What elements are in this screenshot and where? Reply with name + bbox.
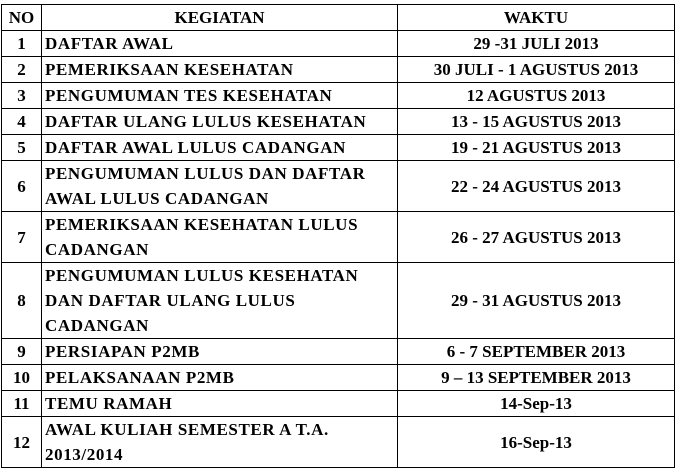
row-no: 6 (2, 161, 42, 212)
row-no: 4 (2, 109, 42, 135)
row-kegiatan: PEMERIKSAAN KESEHATAN (42, 57, 398, 83)
table-row (2, 212, 675, 263)
row-waktu: 16-Sep-13 (398, 417, 675, 468)
header-row (2, 5, 675, 31)
row-waktu: 26 - 27 AGUSTUS 2013 (398, 212, 675, 263)
table-row (2, 57, 675, 83)
row-waktu: 6 - 7 SEPTEMBER 2013 (398, 339, 675, 365)
row-no: 11 (2, 391, 42, 417)
row-kegiatan: DAFTAR AWAL LULUS CADANGAN (42, 135, 398, 161)
table-row (2, 263, 675, 339)
row-kegiatan: PENGUMUMAN TES KESEHATAN (42, 83, 398, 109)
table-row (2, 31, 675, 57)
row-waktu: 12 AGUSTUS 2013 (398, 83, 675, 109)
row-kegiatan: PENGUMUMAN LULUS KESEHATAN DAN DAFTAR ULANG LULUS CADANGAN (42, 263, 398, 339)
table-row (2, 109, 675, 135)
header-waktu: WAKTU (398, 5, 675, 31)
row-kegiatan: PEMERIKSAAN KESEHATAN LULUS CADANGAN (42, 212, 398, 263)
row-waktu: 30 JULI - 1 AGUSTUS 2013 (398, 57, 675, 83)
row-no: 9 (2, 339, 42, 365)
row-waktu: 9 – 13 SEPTEMBER 2013 (398, 365, 675, 391)
table-row (2, 365, 675, 391)
row-waktu: 14-Sep-13 (398, 391, 675, 417)
table-row (2, 391, 675, 417)
row-kegiatan: DAFTAR ULANG LULUS KESEHATAN (42, 109, 398, 135)
row-no: 1 (2, 31, 42, 57)
row-kegiatan: AWAL KULIAH SEMESTER A T.A. 2013/2014 (42, 417, 398, 468)
schedule-table (1, 4, 675, 468)
table-row (2, 83, 675, 109)
row-no: 12 (2, 417, 42, 468)
row-no: 8 (2, 263, 42, 339)
row-kegiatan: PERSIAPAN P2MB (42, 339, 398, 365)
row-kegiatan: DAFTAR AWAL (42, 31, 398, 57)
row-waktu: 19 - 21 AGUSTUS 2013 (398, 135, 675, 161)
row-kegiatan: TEMU RAMAH (42, 391, 398, 417)
header-no: NO (2, 5, 42, 31)
row-no: 10 (2, 365, 42, 391)
row-no: 3 (2, 83, 42, 109)
row-waktu: 29 -31 JULI 2013 (398, 31, 675, 57)
row-kegiatan: PENGUMUMAN LULUS DAN DAFTAR AWAL LULUS CADANGAN (42, 161, 398, 212)
table-row (2, 339, 675, 365)
table-row (2, 135, 675, 161)
table-row (2, 161, 675, 212)
row-no: 5 (2, 135, 42, 161)
row-no: 7 (2, 212, 42, 263)
header-kegiatan: KEGIATAN (42, 5, 398, 31)
row-waktu: 22 - 24 AGUSTUS 2013 (398, 161, 675, 212)
table-row (2, 417, 675, 468)
row-no: 2 (2, 57, 42, 83)
row-waktu: 13 - 15 AGUSTUS 2013 (398, 109, 675, 135)
row-waktu: 29 - 31 AGUSTUS 2013 (398, 263, 675, 339)
row-kegiatan: PELAKSANAAN P2MB (42, 365, 398, 391)
